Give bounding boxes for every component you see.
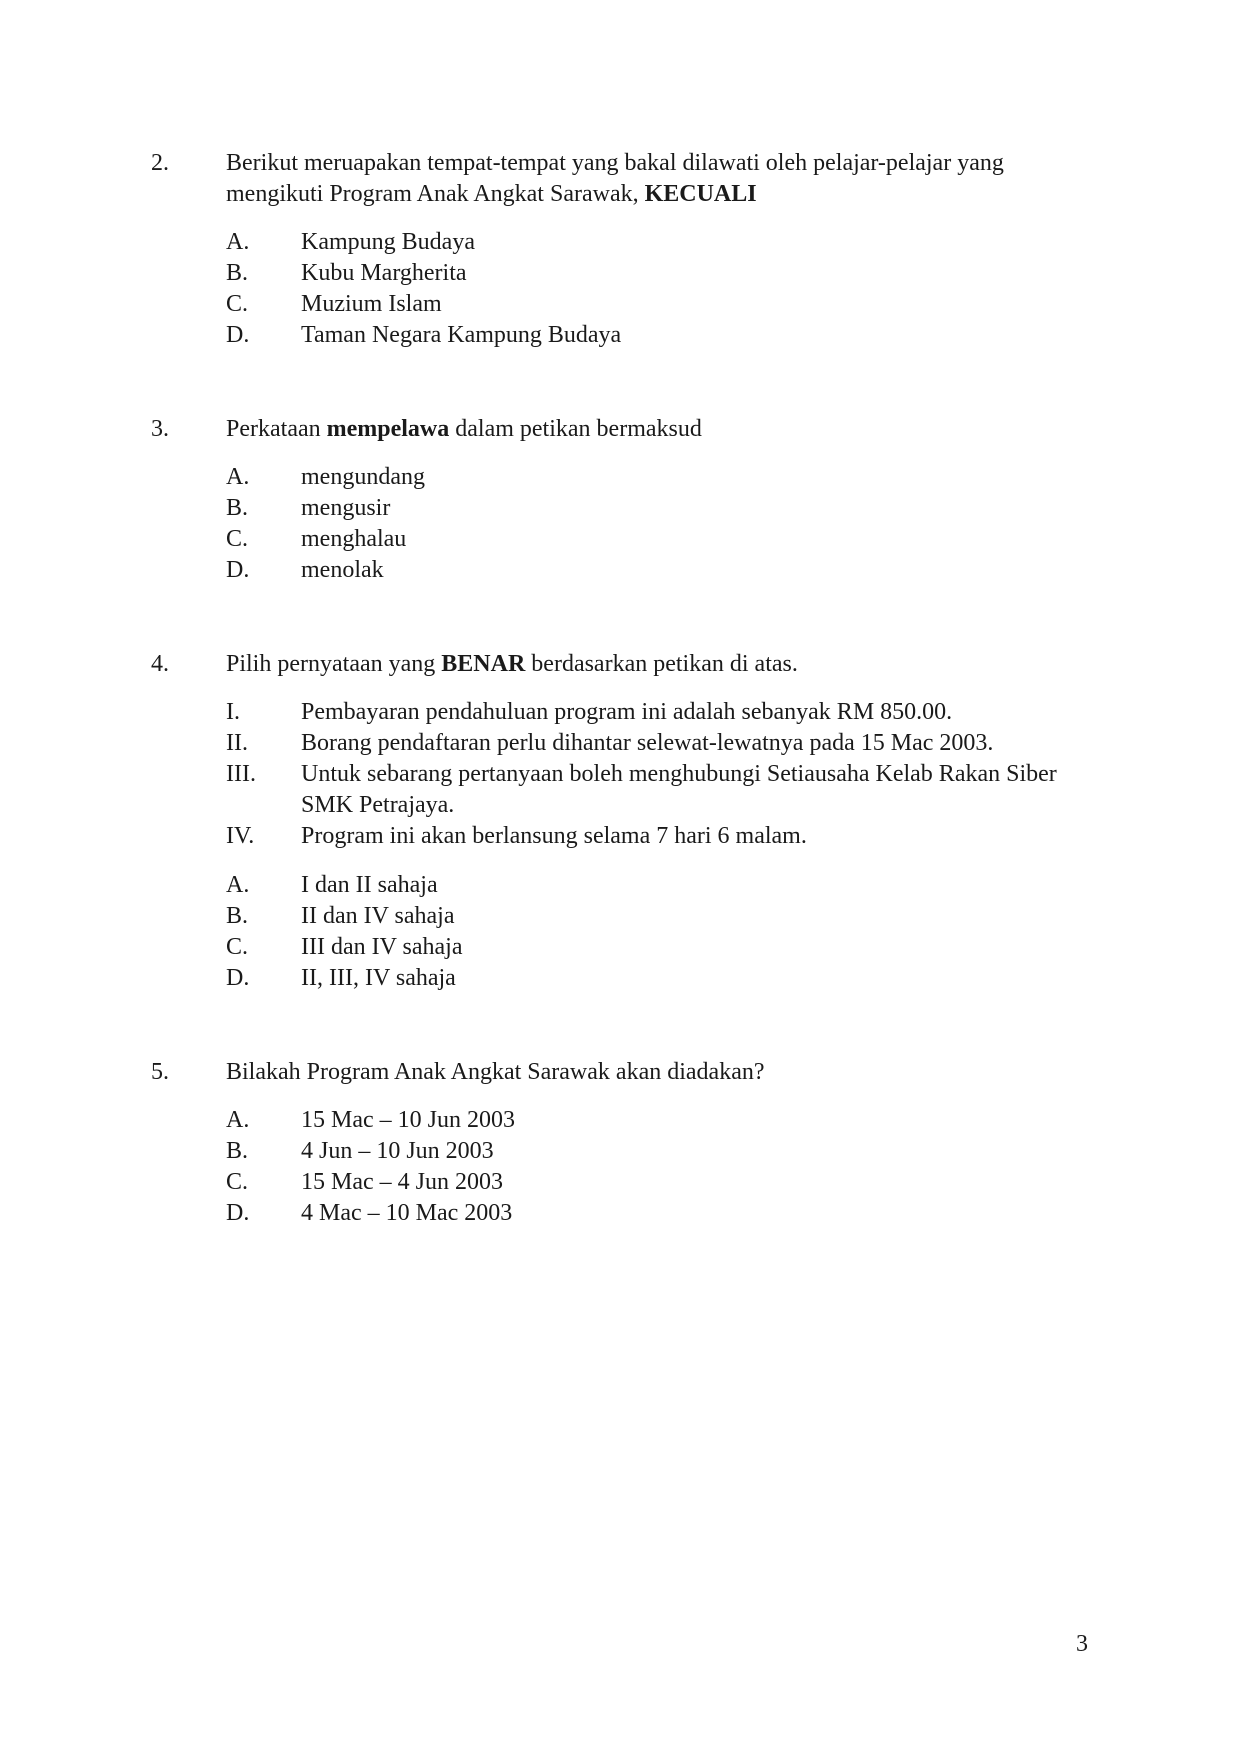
option-label: D. <box>226 557 250 583</box>
option-text: menghalau <box>301 526 407 552</box>
option-text: 15 Mac – 10 Jun 2003 <box>301 1107 515 1133</box>
statement-text: Borang pendaftaran perlu dihantar selewat-lewatnya pada 15 Mac 2003. <box>301 730 994 756</box>
question-stem-line <box>226 179 757 210</box>
option-text: Muzium Islam <box>301 291 442 317</box>
option-text: 4 Jun – 10 Jun 2003 <box>301 1138 494 1164</box>
option-label: D. <box>226 965 250 991</box>
option-text: III dan IV sahaja <box>301 934 463 960</box>
stem-text: berdasarkan petikan di atas. <box>525 651 798 677</box>
option-label: A. <box>226 1107 250 1133</box>
stem-text: mengikuti Program Anak Angkat Sarawak, <box>226 181 645 207</box>
option-label: D. <box>226 322 250 348</box>
stem-emphasis: BENAR <box>441 651 526 677</box>
question-stem-line <box>226 649 798 680</box>
page-number: 3 <box>1076 1631 1088 1657</box>
statement-label: III. <box>226 761 256 787</box>
option-text: 15 Mac – 4 Jun 2003 <box>301 1169 503 1195</box>
option-text: II dan IV sahaja <box>301 903 455 929</box>
option-label: D. <box>226 1200 250 1226</box>
option-label: C. <box>226 934 249 960</box>
question-number: 4. <box>151 651 169 677</box>
option-label: C. <box>226 291 249 317</box>
statement-label: I. <box>226 699 240 725</box>
statement-text: Program ini akan berlansung selama 7 hari 6 malam. <box>301 823 807 849</box>
stem-emphasis: mempelawa <box>326 416 450 442</box>
option-text: II, III, IV sahaja <box>301 965 456 991</box>
option-text: menolak <box>301 557 384 583</box>
option-label: C. <box>226 1169 249 1195</box>
option-label: A. <box>226 464 250 490</box>
stem-text: Pilih pernyataan yang <box>226 651 442 677</box>
stem-text: Perkataan <box>226 416 327 442</box>
option-label: A. <box>226 229 250 255</box>
option-label: C. <box>226 526 249 552</box>
option-label: B. <box>226 495 249 521</box>
option-text: Kubu Margherita <box>301 260 467 286</box>
option-text: I dan II sahaja <box>301 872 438 898</box>
statement-text: Untuk sebarang pertanyaan boleh menghubungi Setiausaha Kelab Rakan Siber <box>301 761 1057 787</box>
statement-label: IV. <box>226 823 255 849</box>
stem-emphasis: KECUALI <box>644 181 757 207</box>
question-stem-line: Bilakah Program Anak Angkat Sarawak akan diadakan? <box>226 1059 765 1085</box>
option-text: mengundang <box>301 464 425 490</box>
option-label: A. <box>226 872 250 898</box>
option-text: Taman Negara Kampung Budaya <box>301 322 622 348</box>
option-text: Kampung Budaya <box>301 229 475 255</box>
statement-text: Pembayaran pendahuluan program ini adalah sebanyak RM 850.00. <box>301 699 953 725</box>
option-label: B. <box>226 260 249 286</box>
statement-text: SMK Petrajaya. <box>301 792 455 818</box>
question-stem-line: Berikut meruapakan tempat-tempat yang bakal dilawati oleh pelajar-pelajar yang <box>226 150 1004 176</box>
question-stem-line <box>226 414 702 445</box>
option-text: mengusir <box>301 495 391 521</box>
question-number: 5. <box>151 1059 169 1085</box>
question-number: 2. <box>151 150 169 176</box>
stem-text: dalam petikan bermaksud <box>449 416 702 442</box>
option-label: B. <box>226 1138 249 1164</box>
option-label: B. <box>226 903 249 929</box>
question-number: 3. <box>151 416 169 442</box>
option-text: 4 Mac – 10 Mac 2003 <box>301 1200 513 1226</box>
statement-label: II. <box>226 730 248 756</box>
